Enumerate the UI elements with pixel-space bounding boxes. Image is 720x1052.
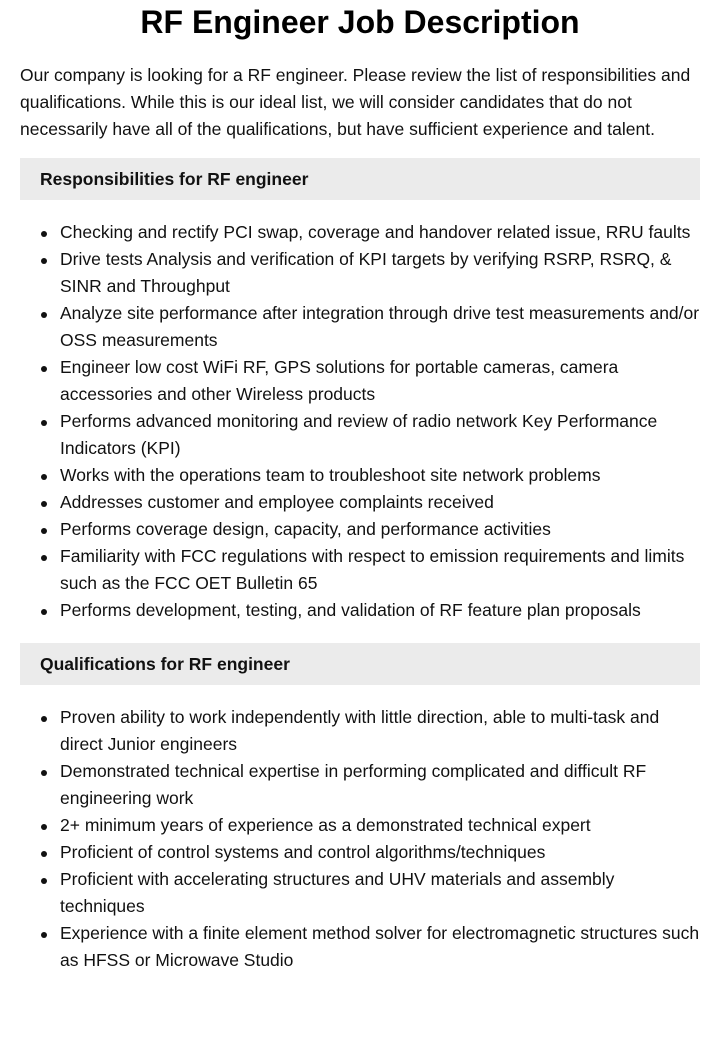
bullet-icon bbox=[41, 501, 47, 507]
bullet-icon bbox=[41, 258, 47, 264]
responsibilities-heading: Responsibilities for RF engineer bbox=[20, 158, 700, 200]
bullet-icon bbox=[41, 528, 47, 534]
list-item: Drive tests Analysis and verification of KPI targets by verifying RSRP, RSRQ, & SINR and Throughput bbox=[60, 246, 700, 300]
list-item: Addresses customer and employee complaints received bbox=[60, 489, 700, 516]
bullet-icon bbox=[41, 770, 47, 776]
list-item: Engineer low cost WiFi RF, GPS solutions for portable cameras, camera accessories and other Wireless products bbox=[60, 354, 700, 408]
list-item: Performs coverage design, capacity, and performance activities bbox=[60, 516, 700, 543]
list-item: Proficient with accelerating structures and UHV materials and assembly techniques bbox=[60, 866, 700, 920]
list-item: Performs advanced monitoring and review of radio network Key Performance Indicators (KPI) bbox=[60, 408, 700, 462]
bullet-icon bbox=[41, 474, 47, 480]
bullet-icon bbox=[41, 824, 47, 830]
intro-paragraph: Our company is looking for a RF engineer. Please review the list of responsibilities and qualifications. While this is our ideal list, we will consider candidates that do not necessarily have all of the qualifications, but have sufficient experience and talent. bbox=[20, 65, 691, 139]
page-title: RF Engineer Job Description bbox=[140, 4, 580, 40]
bullet-icon bbox=[41, 420, 47, 426]
list-item: Familiarity with FCC regulations with respect to emission requirements and limits such as the FCC OET Bulletin 65 bbox=[60, 543, 700, 597]
bullet-icon bbox=[41, 231, 47, 237]
bullet-icon bbox=[41, 878, 47, 884]
qualifications-list bbox=[20, 704, 700, 974]
list-item: Works with the operations team to troubleshoot site network problems bbox=[60, 462, 700, 489]
list-item: Proven ability to work independently with little direction, able to multi-task and direct Junior engineers bbox=[60, 704, 700, 758]
bullet-icon bbox=[41, 312, 47, 318]
list-item: Proficient of control systems and control algorithms/techniques bbox=[60, 839, 700, 866]
bullet-icon bbox=[41, 851, 47, 857]
responsibilities-list bbox=[20, 219, 700, 624]
list-item: 2+ minimum years of experience as a demonstrated technical expert bbox=[60, 812, 700, 839]
bullet-icon bbox=[41, 932, 47, 938]
bullet-icon bbox=[41, 609, 47, 615]
list-item: Demonstrated technical expertise in performing complicated and difficult RF engineering work bbox=[60, 758, 700, 812]
list-item: Checking and rectify PCI swap, coverage and handover related issue, RRU faults bbox=[60, 219, 700, 246]
list-item: Experience with a finite element method solver for electromagnetic structures such as HFSS or Microwave Studio bbox=[60, 920, 700, 974]
qualifications-heading: Qualifications for RF engineer bbox=[20, 643, 700, 685]
bullet-icon bbox=[41, 716, 47, 722]
list-item: Analyze site performance after integration through drive test measurements and/or OSS measurements bbox=[60, 300, 700, 354]
list-item: Performs development, testing, and validation of RF feature plan proposals bbox=[60, 597, 700, 624]
bullet-icon bbox=[41, 366, 47, 372]
bullet-icon bbox=[41, 555, 47, 561]
